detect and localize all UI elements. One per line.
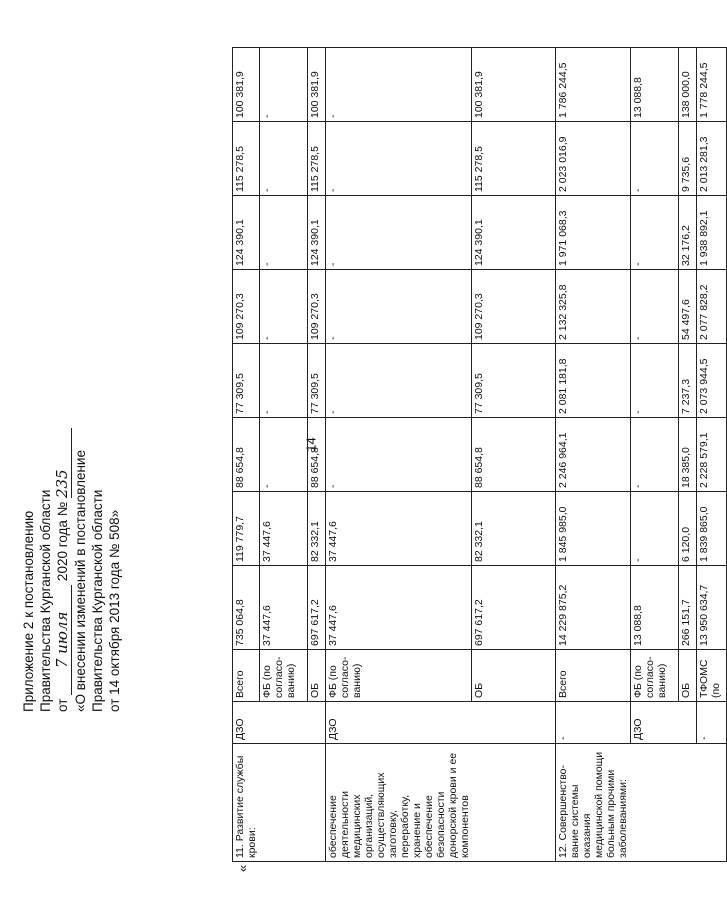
table-cell: 697 617,2 [307,566,325,650]
table-cell: 77 309,5 [307,344,325,418]
table-row [325,48,472,862]
row-name [259,744,307,862]
table-cell: - [259,344,307,418]
row-executor [307,702,325,744]
table-cell: 1 971 068,3 [556,196,631,270]
table-cell: 124 390,1 [233,196,260,270]
appendix-line: Правительства Курганской области [90,489,105,712]
table-cell: - [630,344,678,418]
row-source: ФБ (по согласо-ванию) [630,650,678,702]
table-cell: 13 088,8 [630,48,678,122]
row-source: ФБ (по согласо-ванию) [325,650,472,702]
table-cell: 735 064,8 [233,566,260,650]
table-cell: 1 786 244,5 [556,48,631,122]
page-number: 14 [303,437,319,452]
table-cell: 32 176,2 [678,196,696,270]
table-cell: 2 246 964,1 [556,418,631,492]
table-cell: 100 381,9 [307,48,325,122]
table-cell: 9 735,6 [678,122,696,196]
table-cell: 115 278,5 [307,122,325,196]
table-row [630,48,678,862]
table-cell: - [325,418,472,492]
table-cell: 82 332,1 [472,492,556,566]
table-cell: 2 013 281,3 [696,122,726,196]
row-executor [678,702,696,744]
table-cell: 115 278,5 [472,122,556,196]
appendix-date-line: от 7 июля 2020 года № 235 [54,152,72,712]
table-cell: - [325,344,472,418]
row-name [678,744,696,862]
row-source: ОБ [472,650,556,702]
table-cell: - [630,270,678,344]
row-executor: ДЗО [630,702,678,744]
table-cell: 77 309,5 [472,344,556,418]
row-executor: - [556,702,631,744]
table-cell: 100 381,9 [472,48,556,122]
row-executor: - [696,702,726,744]
row-executor [472,702,556,744]
rotated-page [10,22,722,882]
row-source: Всего [233,650,260,702]
table-cell: 100 381,9 [233,48,260,122]
opening-quote: « [235,864,250,872]
table-row [307,48,325,862]
table-cell: 88 654,8 [307,418,325,492]
table-cell: 82 332,1 [307,492,325,566]
table-cell: 88 654,8 [472,418,556,492]
table-row [259,48,307,862]
funding-table [232,47,727,862]
table-cell: - [630,418,678,492]
row-source: ОБ [678,650,696,702]
table-cell: - [325,122,472,196]
row-executor: ДЗО [233,702,260,744]
table-row [472,48,556,862]
table-cell: 1 839 865,0 [696,492,726,566]
table-cell: 115 278,5 [233,122,260,196]
table-cell: 14 229 875,2 [556,566,631,650]
appendix-line: «О внесении изменений в постановление [73,450,88,712]
table-cell: 2 081 181,8 [556,344,631,418]
row-name [472,744,556,862]
appendix-line: от 14 октября 2013 года № 508» [107,509,122,712]
table-cell: - [259,122,307,196]
table-cell: - [325,270,472,344]
appendix-line: Правительства Курганской области [38,489,53,712]
table-cell: 266 151,7 [678,566,696,650]
table-row [678,48,696,862]
row-name [630,744,678,862]
table-cell: 119 779,7 [233,492,260,566]
row-name: 11. Развитие службы крови: [233,744,260,862]
table-cell: - [630,196,678,270]
table-cell: 37 447,6 [325,492,472,566]
appendix-header [20,152,123,712]
table-row [696,48,726,862]
row-executor: ДЗО [325,702,472,744]
table-cell: 37 447,6 [325,566,472,650]
table-cell: 88 654,8 [233,418,260,492]
table-cell: 13 950 634,7 [696,566,726,650]
table-cell: 109 270,3 [233,270,260,344]
row-source: Всего [556,650,631,702]
row-source: ОБ [307,650,325,702]
table-cell: 54 497,6 [678,270,696,344]
row-source: ТФОМС (по [696,650,726,702]
table-cell: 2 132 325,8 [556,270,631,344]
table-cell: - [259,418,307,492]
table-cell: 1 938 892,1 [696,196,726,270]
table-cell: 2 073 944,5 [696,344,726,418]
table-cell: 37 447,6 [259,492,307,566]
table-cell: 2 023 016,9 [556,122,631,196]
table-cell: - [630,492,678,566]
funding-table-wrap [232,47,727,862]
table-cell: 109 270,3 [472,270,556,344]
table-row [556,48,631,862]
table-cell: - [325,48,472,122]
table-cell: 2 228 579,1 [696,418,726,492]
handwritten-date: 7 июля [54,585,72,695]
row-name: 12. Совершенство-вание системы оказания медицинской помощи больным прочими заболеваниями: [556,744,631,862]
row-source: ФБ (по согласо-ванию) [259,650,307,702]
appendix-line: Приложение 2 к постановлению [21,510,36,712]
table-cell: - [259,270,307,344]
table-cell: 2 077 828,2 [696,270,726,344]
table-cell: 124 390,1 [472,196,556,270]
handwritten-number: 235 [54,428,72,498]
table-cell: 37 447,6 [259,566,307,650]
table-cell: 124 390,1 [307,196,325,270]
table-cell: - [325,196,472,270]
row-name: обеспечение деятельности медицинских организаций, осуществляющих заготовку, переработку, хранение и обеспечение безопасности донорской крови и ее компонентов [325,744,472,862]
row-executor [259,702,307,744]
table-cell: - [630,122,678,196]
row-name [696,744,726,862]
table-cell: 13 088,8 [630,566,678,650]
table-cell: 109 270,3 [307,270,325,344]
table-cell: 1 845 985,0 [556,492,631,566]
table-cell: 6 120,0 [678,492,696,566]
table-cell: - [259,196,307,270]
table-cell: 7 237,3 [678,344,696,418]
table-cell: - [259,48,307,122]
table-cell: 138 000,0 [678,48,696,122]
table-cell: 1 778 244,5 [696,48,726,122]
row-name [307,744,325,862]
table-cell: 18 385,0 [678,418,696,492]
table-cell: 697 617,2 [472,566,556,650]
table-row [233,48,260,862]
table-cell: 77 309,5 [233,344,260,418]
